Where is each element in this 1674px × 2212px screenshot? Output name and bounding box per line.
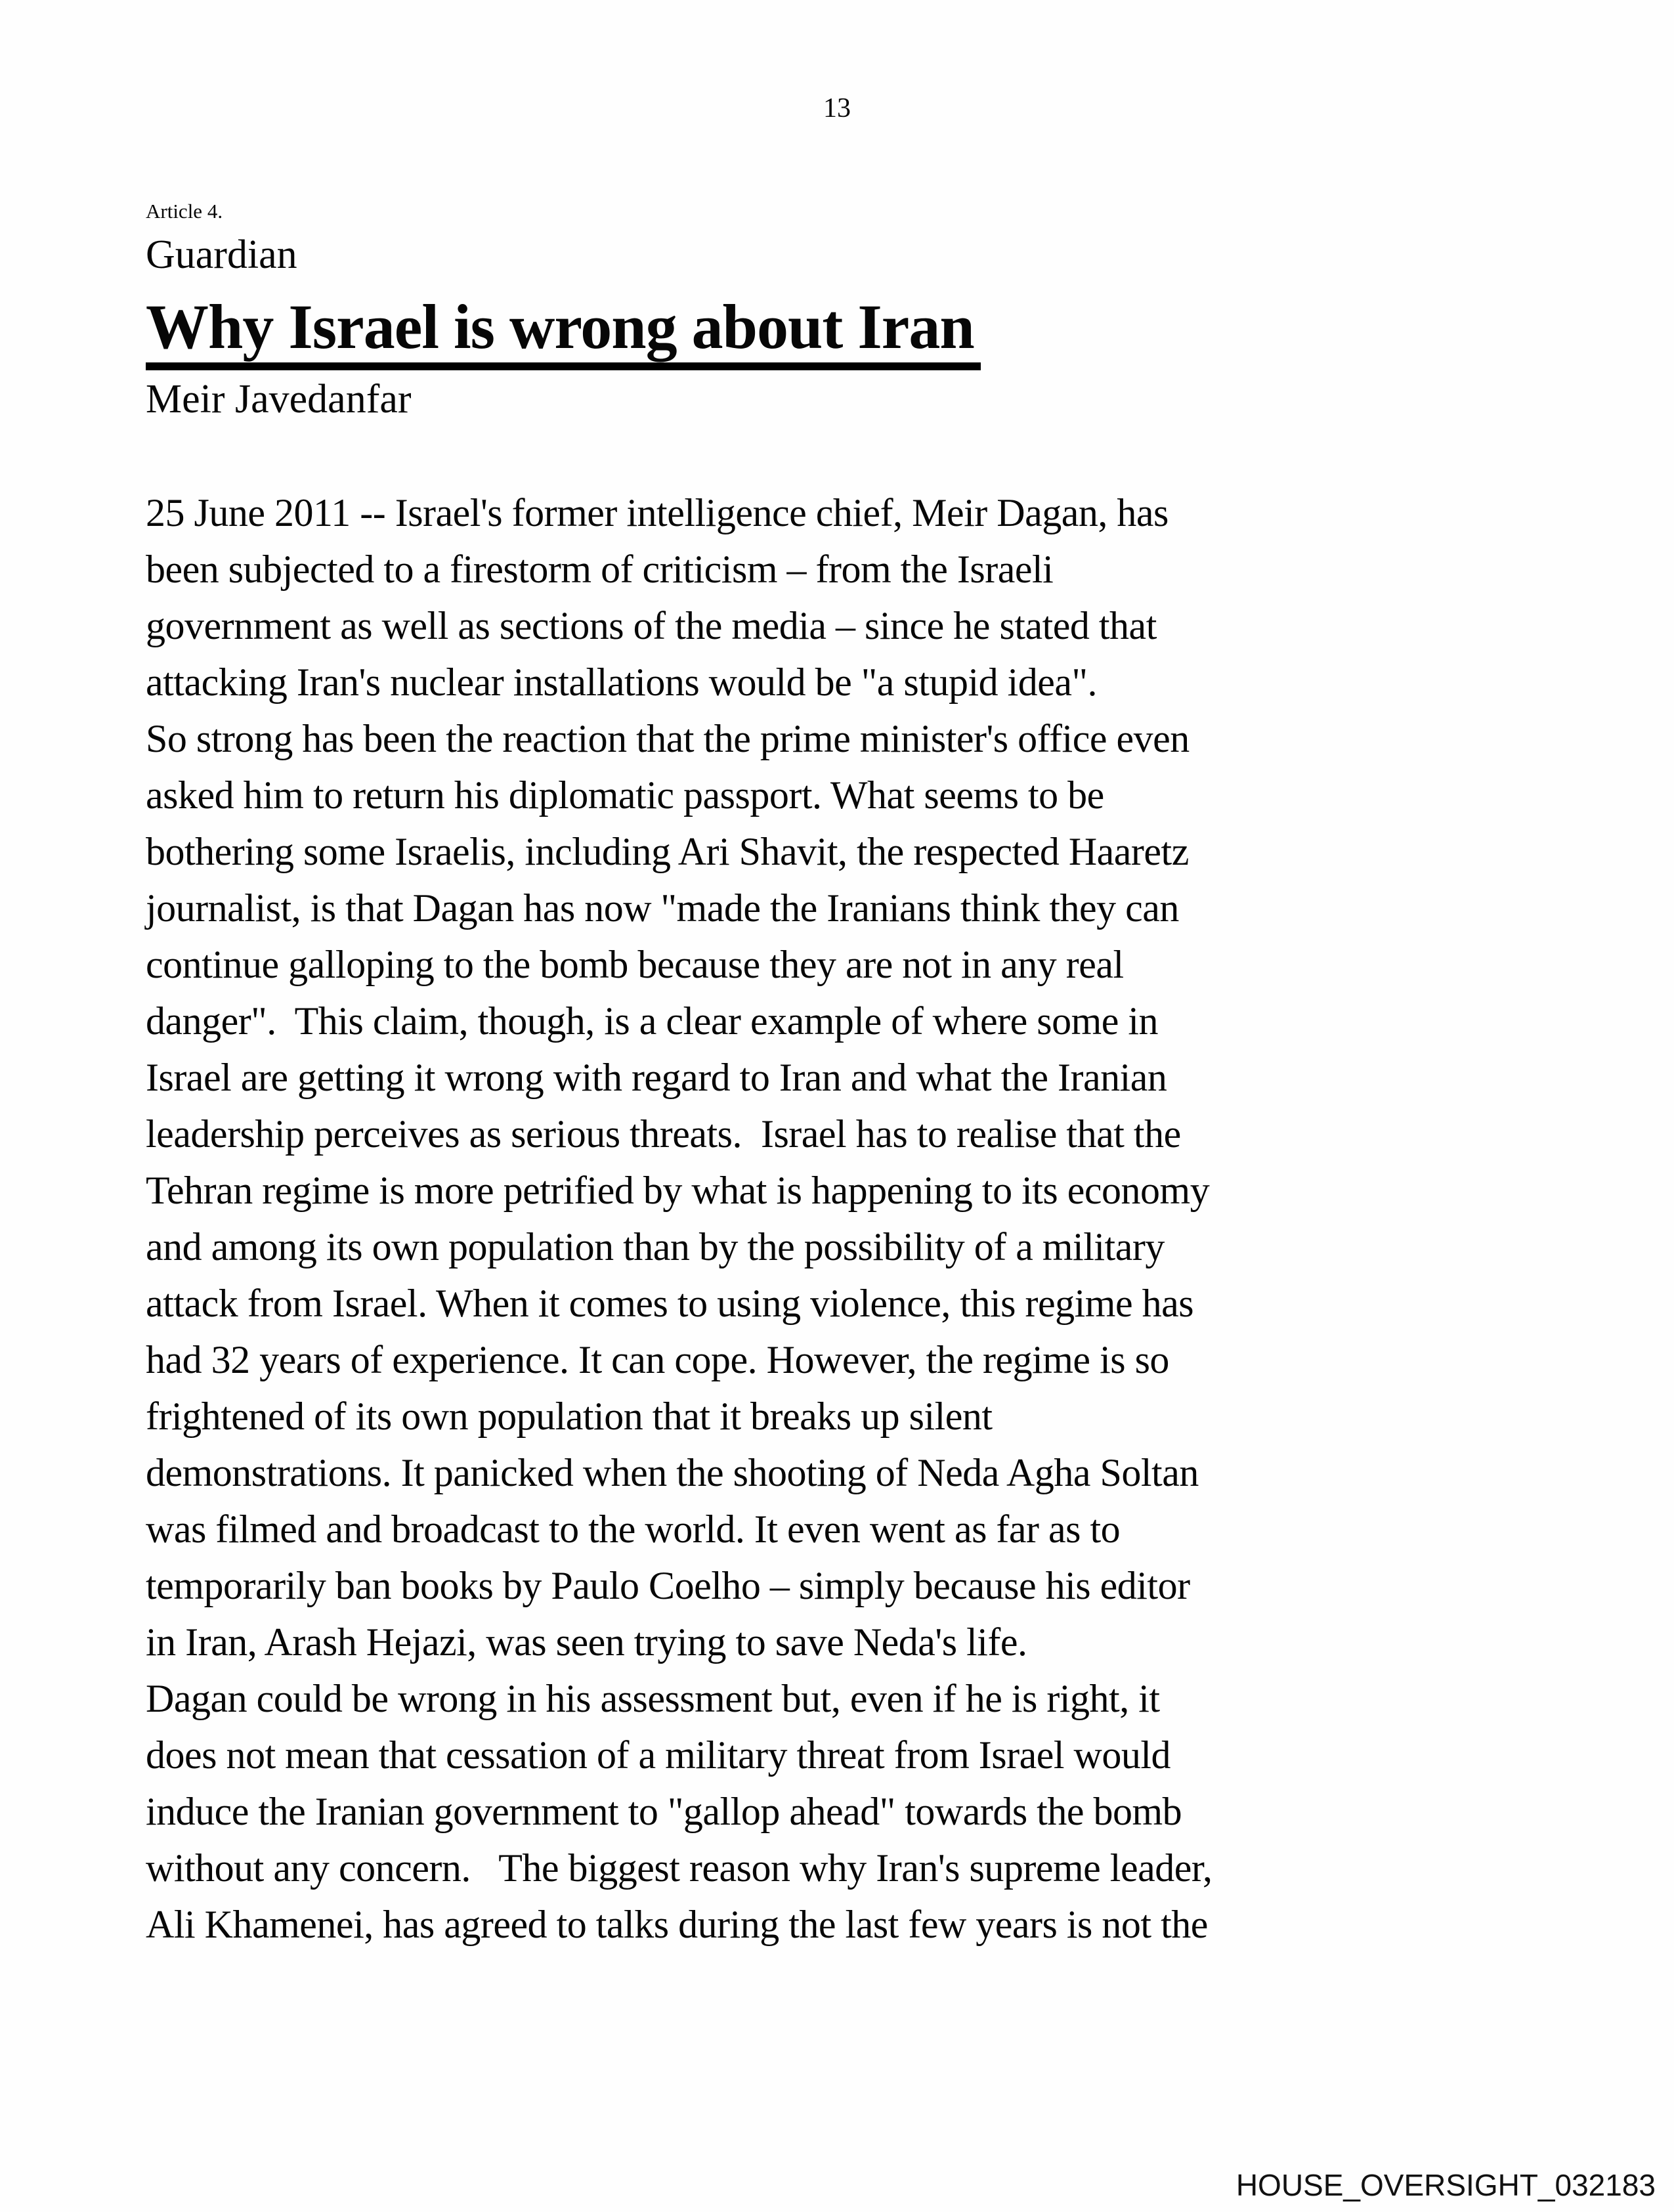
page-number: 13 (823, 93, 851, 123)
bates-number: HOUSE_OVERSIGHT_032183 (1235, 2168, 1656, 2202)
article-body-line: Ali Khamenei, has agreed to talks during the last few years is not the (146, 1903, 1208, 1947)
article-body-line: Israel are getting it wrong with regard to Iran and what the Iranian (146, 1056, 1167, 1100)
article-label: Article 4. (146, 200, 223, 223)
article-body-line: attack from Israel. When it comes to using violence, this regime has (146, 1282, 1194, 1326)
article-body-line: temporarily ban books by Paulo Coelho – simply because his editor (146, 1564, 1190, 1608)
article-body-line: Dagan could be wrong in his assessment but, even if he is right, it (146, 1677, 1160, 1721)
article-body-line: journalist, is that Dagan has now "made the Iranians think they can (146, 886, 1179, 930)
article-body-line: Tehran regime is more petrified by what is happening to its economy (146, 1169, 1210, 1213)
article-body-line: been subjected to a firestorm of criticism – from the Israeli (146, 548, 1054, 592)
article-body-line: So strong has been the reaction that the prime minister's office even (146, 717, 1190, 761)
article-body-line: leadership perceives as serious threats. Israel has to realise that the (146, 1112, 1181, 1156)
article-body-line: had 32 years of experience. It can cope. However, the regime is so (146, 1338, 1169, 1382)
article (146, 199, 1544, 1953)
article-body-line: demonstrations. It panicked when the shooting of Neda Agha Soltan (146, 1451, 1199, 1495)
article-body-line: without any concern. The biggest reason why Iran's supreme leader, (146, 1846, 1213, 1890)
article-body-line: government as well as sections of the media – since he stated that (146, 604, 1157, 648)
article-body-line: attacking Iran's nuclear installations would be "a stupid idea". (146, 661, 1098, 705)
article-body-line: induce the Iranian government to "gallop ahead" towards the bomb (146, 1790, 1182, 1834)
article-body (146, 485, 1544, 1953)
article-body-line: and among its own population than by the possibility of a military (146, 1225, 1165, 1269)
article-body-line: 25 June 2011 -- Israel's former intelligence chief, Meir Dagan, has (146, 491, 1169, 535)
article-body-line: bothering some Israelis, including Ari Shavit, the respected Haaretz (146, 830, 1189, 874)
article-body-line: was filmed and broadcast to the world. It even went as far as to (146, 1507, 1121, 1551)
article-headline: Why Israel is wrong about Iran (146, 295, 981, 370)
article-body-line: frightened of its own population that it breaks up silent (146, 1395, 993, 1439)
article-body-line: asked him to return his diplomatic passport. What seems to be (146, 773, 1104, 817)
article-body-line: continue galloping to the bomb because they are not in any real (146, 943, 1124, 987)
article-body-line: danger". This claim, though, is a clear example of where some in (146, 999, 1159, 1043)
article-body-line: does not mean that cessation of a military threat from Israel would (146, 1733, 1171, 1777)
article-body-line: in Iran, Arash Hejazi, was seen trying to save Neda's life. (146, 1620, 1027, 1664)
article-source: Guardian (146, 232, 297, 278)
article-byline: Meir Javedanfar (146, 376, 412, 422)
